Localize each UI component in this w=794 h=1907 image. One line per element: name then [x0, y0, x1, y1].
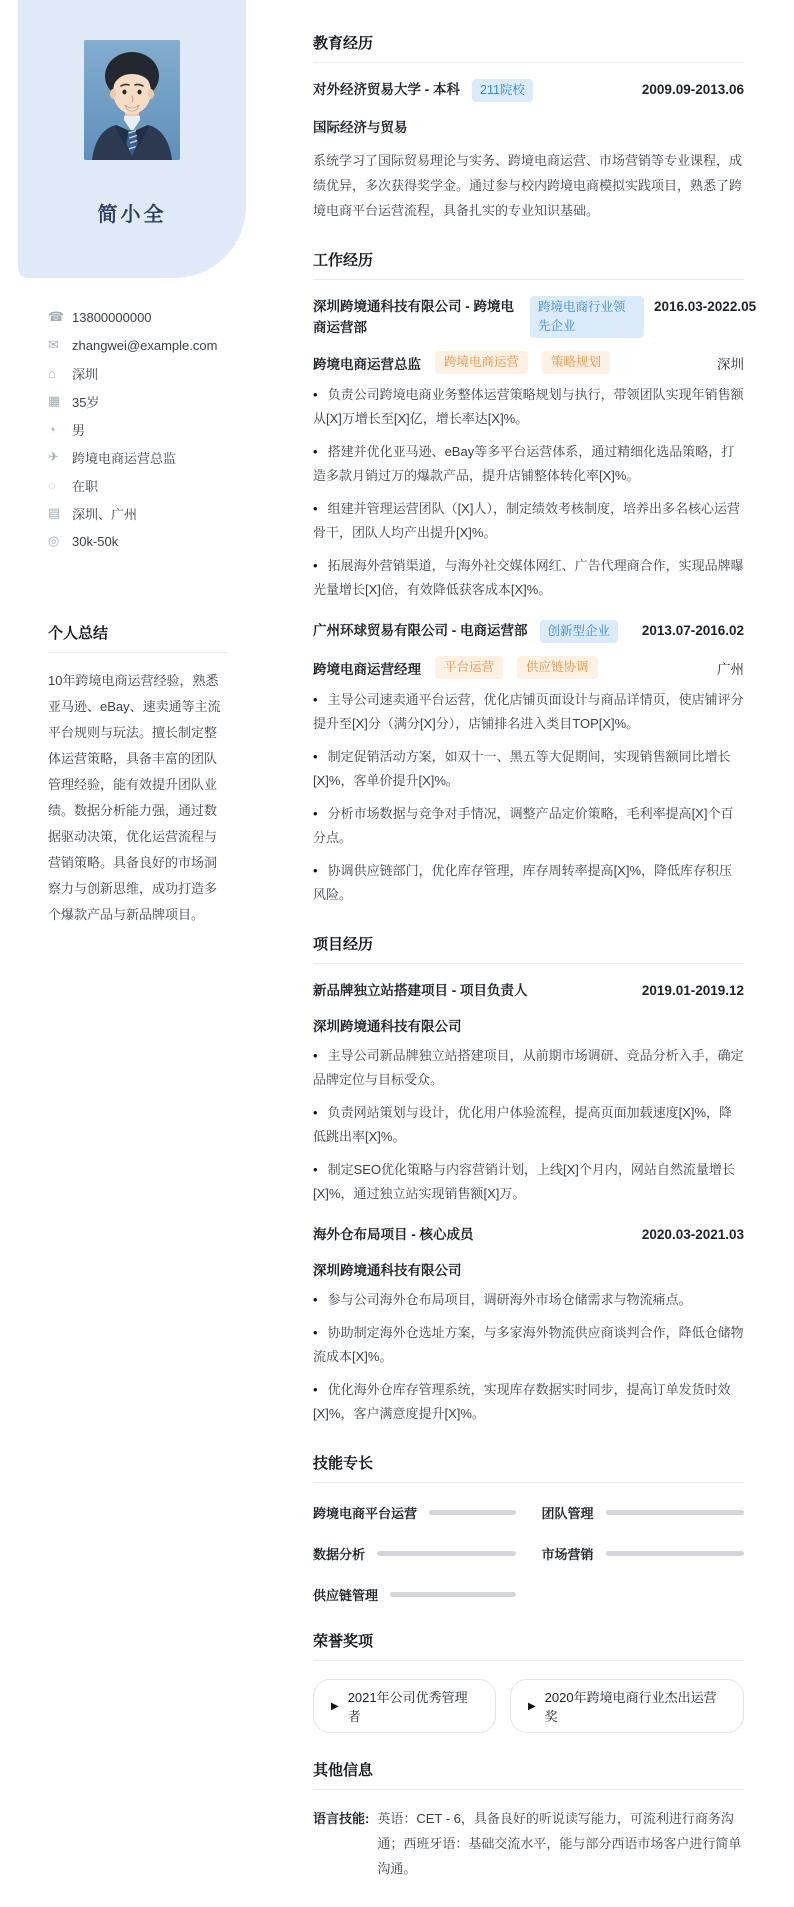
bullet-item	[313, 1158, 744, 1206]
project-date: 2020.03-2021.03	[641, 1227, 744, 1242]
work-section	[313, 249, 757, 907]
contact-city	[48, 359, 248, 387]
contact-value: 30k-50k	[72, 533, 119, 549]
projects-section	[313, 933, 744, 1426]
honor-pill[interactable]	[313, 1679, 496, 1733]
bullet-dot: •	[313, 806, 318, 821]
job-role: 跨境电商运营经理	[313, 661, 421, 677]
skill-item	[313, 1544, 516, 1563]
honor-pill-row	[313, 1679, 744, 1733]
skill-bar	[606, 1510, 744, 1515]
bullet-item	[313, 1101, 744, 1149]
skill-bar	[606, 1551, 744, 1556]
work-section-title: 工作经历	[313, 249, 744, 280]
skill-label: 跨境电商平台运营	[313, 1506, 418, 1521]
job-entry-head	[313, 620, 744, 643]
bullet-dot: •	[313, 1382, 318, 1397]
bullet-item	[313, 1288, 744, 1312]
bullet-text: 拓展海外营销渠道，与海外社交媒体网红、广告代理商合作，实现品牌曝光量增长[X]倍，有效降低获客成本[X]%。	[313, 558, 744, 597]
skill-item	[313, 1585, 516, 1604]
job-entry-head	[313, 296, 757, 338]
job-tag: 策略规划	[542, 351, 610, 374]
bullet-text: 组建并管理运营团队（[X]人），制定绩效考核制度，培养出多名核心运营骨干，团队人均产出提升[X]%。	[313, 501, 740, 540]
contact-job-intention	[48, 443, 248, 471]
project-entry	[313, 1224, 744, 1426]
contact-gender	[48, 415, 248, 443]
bullet-dot: •	[313, 692, 318, 707]
contact-age	[48, 387, 248, 415]
bullet-text: 负责公司跨境电商业务整体运营策略规划与执行，带领团队实现年销售额从[X]万增长至[X]亿，增长率达[X]%。	[313, 387, 744, 426]
projects-section-title: 项目经历	[313, 933, 744, 964]
contact-target-cities	[48, 499, 248, 527]
language-skills-label: 语言技能:	[313, 1811, 370, 1826]
honor-label: 2021年公司优秀管理者	[347, 1690, 468, 1724]
contact-value: 深圳、广州	[72, 506, 138, 522]
job-location: 广州	[717, 661, 744, 677]
bullet-dot: •	[313, 1162, 318, 1177]
skill-label: 市场营销	[541, 1547, 594, 1562]
play-arrow-icon: ▶	[331, 1700, 339, 1712]
contact-value: 深圳	[72, 366, 99, 382]
skill-item	[313, 1503, 516, 1522]
school-badge: 211院校	[472, 79, 533, 102]
bullet-item	[313, 688, 744, 736]
status-icon: ◌	[48, 477, 56, 493]
job-tag: 供应链协调	[517, 656, 598, 679]
education-date: 2009.09-2013.06	[641, 82, 744, 97]
bullet-text: 分析市场数据与竞争对手情况，调整产品定价策略，毛利率提高[X]个百分点。	[313, 806, 734, 845]
language-skills-row	[313, 1806, 744, 1881]
bullet-text: 搭建并优化亚马逊、eBay等多平台运营体系，通过精细化选品策略，打造多款月销过万的爆款产品，提升店铺整体转化率[X]%。	[313, 444, 735, 483]
project-bullets	[313, 1044, 744, 1206]
job-tag: 平台运营	[435, 656, 503, 679]
bullet-text: 优化海外仓库存管理系统，实现库存数据实时同步，提高订单发货时效[X]%，客户满意度提升[X]%。	[313, 1382, 731, 1421]
bullet-item	[313, 802, 744, 850]
skill-label: 团队管理	[541, 1506, 594, 1521]
education-entry-head	[313, 79, 744, 102]
job-role-row	[313, 351, 744, 374]
contact-value: 在职	[72, 478, 99, 494]
bullet-dot: •	[313, 444, 318, 459]
bullet-dot: •	[313, 558, 318, 573]
company-name: 深圳跨境通科技有限公司 - 跨境电商运营部	[313, 299, 514, 335]
mail-icon: ✉	[48, 337, 59, 352]
contact-status	[48, 471, 248, 499]
job-role-row	[313, 656, 744, 679]
project-entry-head	[313, 980, 744, 1001]
skill-bar	[429, 1510, 515, 1515]
summary-title: 个人总结	[48, 622, 228, 653]
target-icon: ◎	[48, 533, 60, 548]
paper-plane-icon: ✈	[48, 449, 59, 464]
person-name: 简小全	[97, 204, 167, 226]
bullet-text: 主导公司新品牌独立站搭建项目，从前期市场调研、竞品分析入手，确定品牌定位与目标受众。	[313, 1048, 744, 1087]
job-tag: 跨境电商运营	[435, 351, 528, 374]
bullet-text: 负责网站策划与设计，优化用户体验流程，提高页面加载速度[X]%，降低跳出率[X]%。	[313, 1105, 733, 1144]
bullet-item	[313, 1378, 744, 1426]
education-description: 系统学习了国际贸易理论与实务、跨境电商运营、市场营销等专业课程，成绩优异，多次获得奖学金。通过参与校内跨境电商模拟实践项目，熟悉了跨境电商平台运营流程，具备扎实的专业知识基础。	[313, 153, 743, 218]
bullet-text: 协助制定海外仓选址方案，与多家海外物流供应商谈判合作，降低仓储物流成本[X]%。	[313, 1325, 744, 1364]
contact-list	[48, 303, 248, 555]
contact-value: 跨境电商运营总监	[72, 450, 177, 466]
personal-summary-section	[48, 622, 228, 928]
bullet-text: 协调供应链部门，优化库存管理，库存周转率提高[X]%，降低库存积压风险。	[313, 863, 733, 902]
summary-text: 10年跨境电商运营经验，熟悉亚马逊、eBay、速卖通等主流平台规则与玩法。擅长制定整体运营策略，具备丰富的团队管理经验，能有效提升团队业绩。数据分析能力强，通过数据驱动决策，优化运营流程与营销策略。具备良好的市场洞察力与创新思维，成功打造多个爆款产品与新品牌项目。	[48, 673, 221, 922]
language-skills-text: 英语：CET - 6，具备良好的听说读写能力，可流利进行商务沟通；西班牙语：基础交流水平，能与部分西语市场客户进行简单沟通。	[377, 1811, 742, 1876]
gender-icon: ◔	[48, 421, 56, 437]
honor-label: 2020年跨境电商行业杰出运营奖	[544, 1690, 717, 1724]
bullet-dot: •	[313, 387, 318, 402]
main-column	[313, 32, 757, 1907]
skills-section	[313, 1452, 744, 1604]
education-section-title: 教育经历	[313, 32, 744, 63]
contact-value: 13800000000	[72, 309, 152, 325]
honors-section-title: 荣誉奖项	[313, 1630, 744, 1661]
contact-email	[48, 331, 248, 359]
skills-section-title: 技能专长	[313, 1452, 744, 1483]
job-entry	[313, 296, 757, 602]
project-date: 2019.01-2019.12	[641, 983, 744, 998]
major-name: 国际经济与贸易	[313, 120, 408, 135]
bullet-item	[313, 440, 744, 488]
skills-grid	[313, 1503, 744, 1604]
bullet-item	[313, 554, 744, 602]
project-entry	[313, 980, 744, 1206]
bullet-item	[313, 1044, 744, 1092]
job-date: 2016.03-2022.05	[654, 299, 757, 314]
job-bullets	[313, 383, 744, 602]
project-company: 深圳跨境通科技有限公司	[313, 1263, 462, 1278]
bullet-dot: •	[313, 501, 318, 516]
skill-bar	[390, 1592, 515, 1597]
bullet-item	[313, 497, 744, 545]
skill-label: 供应链管理	[313, 1588, 379, 1603]
bullet-item	[313, 1321, 744, 1369]
project-title: 海外仓布局项目 - 核心成员	[313, 1227, 474, 1242]
job-role: 跨境电商运营总监	[313, 356, 421, 372]
bullet-dot: •	[313, 1048, 318, 1063]
profile-photo	[84, 40, 180, 160]
company-badge: 跨境电商行业领先企业	[530, 296, 644, 338]
job-bullets	[313, 688, 744, 907]
honors-section	[313, 1630, 744, 1733]
bullet-dot: •	[313, 1325, 318, 1340]
skill-bar	[377, 1551, 515, 1556]
bullet-dot: •	[313, 749, 318, 764]
skill-item	[542, 1503, 745, 1522]
portrait-illustration	[84, 40, 180, 160]
phone-icon: ☎	[48, 309, 65, 324]
bullet-dot: •	[313, 1292, 318, 1307]
job-entry	[313, 620, 744, 907]
skill-item	[542, 1544, 745, 1563]
bullet-text: 制定促销活动方案，如双十一、黑五等大促期间，实现销售额同比增长[X]%，客单价提升[X]%。	[313, 749, 731, 788]
job-date: 2013.07-2016.02	[641, 623, 744, 638]
contact-value: 男	[72, 422, 86, 438]
building-icon: ▤	[48, 505, 61, 520]
project-company: 深圳跨境通科技有限公司	[313, 1019, 462, 1034]
contact-salary	[48, 527, 248, 555]
skill-label: 数据分析	[313, 1547, 366, 1562]
project-entry-head	[313, 1224, 744, 1245]
bullet-item	[313, 383, 744, 431]
education-section	[313, 32, 744, 223]
contact-phone	[48, 303, 248, 331]
bullet-text: 参与公司海外仓布局项目，调研海外市场仓储需求与物流痛点。	[327, 1292, 692, 1307]
other-info-section	[313, 1759, 744, 1881]
bullet-text: 制定SEO优化策略与内容营销计划，上线[X]个月内，网站自然流量增长[X]%，通过独立站实现销售额[X]万。	[313, 1162, 735, 1201]
bullet-text: 主导公司速卖通平台运营，优化店铺页面设计与商品详情页，使店铺评分提升至[X]分（满分[X]分），店铺排名进入类目TOP[X]%。	[313, 692, 744, 731]
calendar-icon: ▦	[48, 393, 61, 408]
home-icon: ⌂	[48, 365, 56, 381]
job-location: 深圳	[717, 356, 744, 372]
contact-value: zhangwei@example.com	[72, 337, 218, 353]
bullet-item	[313, 859, 744, 907]
school-name: 对外经济贸易大学 - 本科	[313, 82, 460, 97]
company-name: 广州环球贸易有限公司 - 电商运营部	[313, 623, 528, 638]
bullet-item	[313, 745, 744, 793]
honor-pill[interactable]	[510, 1679, 744, 1733]
play-arrow-icon: ▶	[527, 1700, 536, 1712]
company-badge: 创新型企业	[540, 620, 619, 643]
bullet-dot: •	[313, 863, 318, 878]
bullet-dot: •	[313, 1105, 318, 1120]
project-bullets	[313, 1288, 744, 1426]
contact-value: 35岁	[72, 394, 100, 410]
project-title: 新品牌独立站搭建项目 - 项目负责人	[313, 983, 528, 998]
other-section-title: 其他信息	[313, 1759, 744, 1790]
